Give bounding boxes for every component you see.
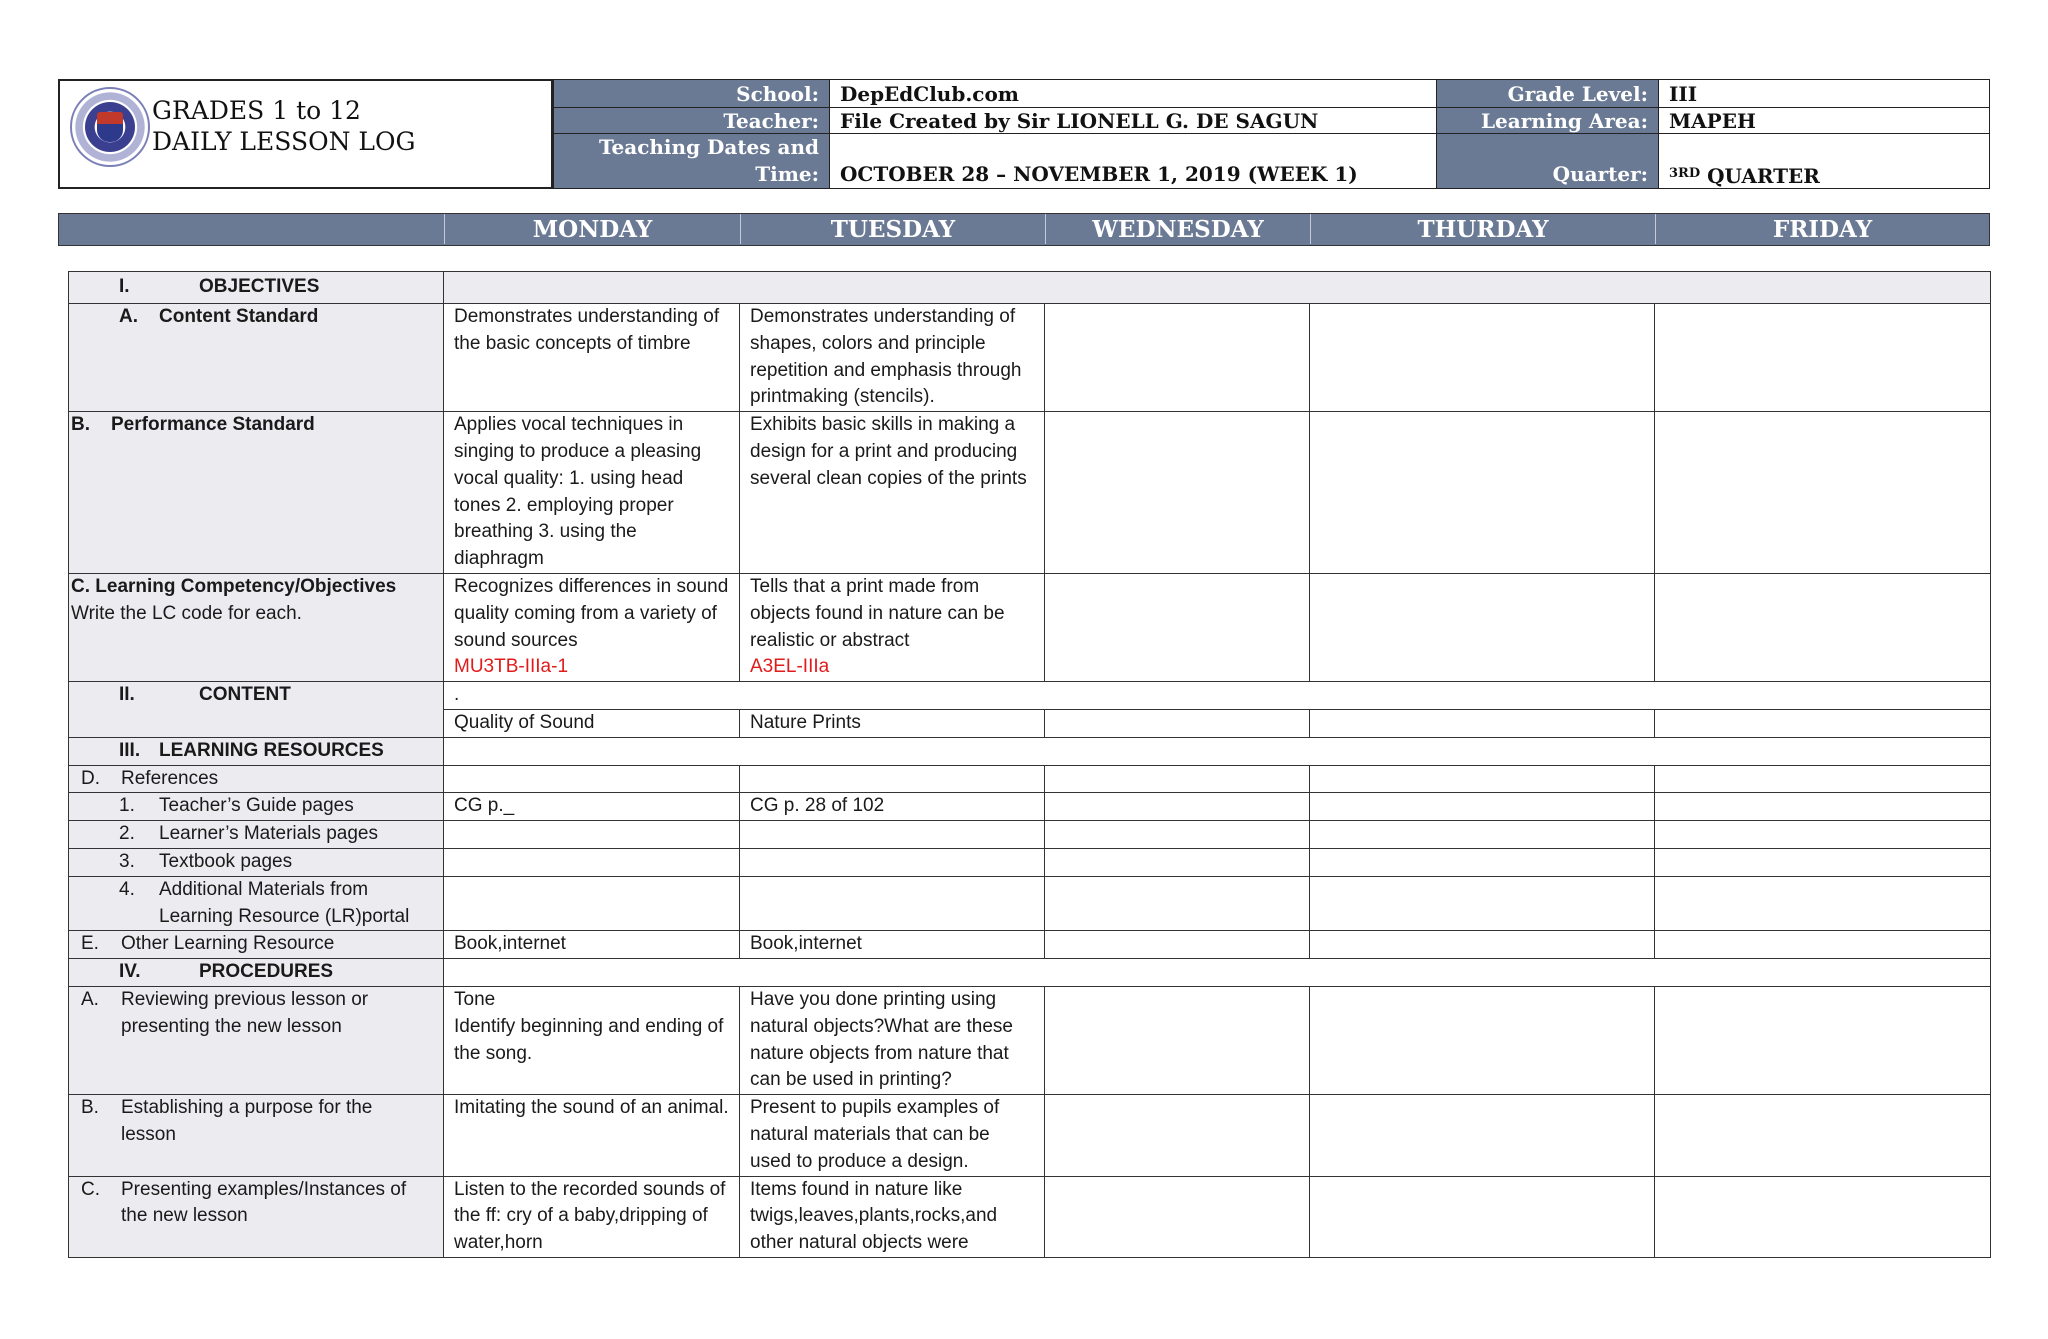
cell-thursday [1310, 709, 1655, 737]
row-num: C. [81, 1178, 100, 1200]
row-label-establishing-purpose [69, 1095, 444, 1176]
section-label: CONTENT [199, 684, 291, 706]
day-monday: MONDAY [444, 214, 740, 244]
lesson-log-table [68, 271, 1991, 1258]
row-label-text-line2: Learning Resource (LR)portal [159, 905, 410, 927]
cell-thursday [1310, 1176, 1655, 1257]
section-resources-span [444, 737, 1991, 765]
section-num: I. [119, 276, 130, 297]
row-label-performance-standard [69, 412, 444, 574]
title-line-2: DAILY LESSON LOG [152, 127, 416, 156]
cell-wednesday [1045, 573, 1310, 681]
row-label-text: Additional Materials from [159, 878, 369, 900]
cell-tuesday: Exhibits basic skills in making a design for a print and producing several clean copies of the prints [740, 412, 1045, 574]
cell-thursday [1310, 573, 1655, 681]
cell-monday [444, 848, 740, 876]
quarter-value-text: QUARTER [1700, 164, 1820, 188]
cell-wednesday [1045, 412, 1310, 574]
cell-monday: Listen to the recorded sounds of the ff: cry of a baby,dripping of water,horn [444, 1176, 740, 1257]
cell-wednesday [1045, 821, 1310, 849]
row-num: A. [81, 988, 99, 1010]
cell-tuesday [740, 821, 1045, 849]
row-num: B. [71, 414, 90, 436]
weekday-header-bar [58, 213, 1990, 246]
cell-monday [444, 876, 740, 931]
row-label-text-line2: presenting the new lesson [121, 1015, 342, 1037]
cell-wednesday [1045, 765, 1310, 793]
document-title [152, 95, 415, 157]
cell-friday [1655, 709, 1991, 737]
row-num: B. [81, 1097, 99, 1119]
cell-monday [444, 821, 740, 849]
teacher-label: Teacher: [553, 107, 830, 134]
table-row [69, 931, 1991, 959]
cell-wednesday [1045, 1095, 1310, 1176]
cell-thursday [1310, 304, 1655, 412]
cell-monday [444, 765, 740, 793]
row-label-text: Other Learning Resource [121, 933, 335, 955]
row-label-text: Teacher’s Guide pages [159, 795, 354, 817]
cell-monday: Applies vocal techniques in singing to produce a pleasing vocal quality: 1. using head tones 2. employing proper breathing 3. using the diaphragm [444, 412, 740, 574]
cell-monday: Demonstrates understanding of the basic concepts of timbre [444, 304, 740, 412]
row-label-learners-materials [69, 821, 444, 849]
row-num: 2. [119, 823, 135, 845]
row-label-text: C. Learning Competency/Objectives [71, 575, 397, 597]
deped-seal-icon [70, 87, 150, 167]
section-content [69, 682, 444, 738]
cell-tuesday: Demonstrates understanding of shapes, colors and principle repetition and emphasis through printmaking (stencils). [740, 304, 1045, 412]
row-label-other-resource [69, 931, 444, 959]
table-row [69, 573, 1991, 681]
cell-friday [1655, 821, 1991, 849]
cell-thursday [1310, 821, 1655, 849]
quarter-value [1658, 133, 1990, 189]
monday-line-2: Identify beginning and ending of the song. [454, 1015, 724, 1064]
cell-thursday [1310, 412, 1655, 574]
cell-wednesday [1045, 931, 1310, 959]
cell-friday [1655, 1095, 1991, 1176]
cell-wednesday [1045, 848, 1310, 876]
row-label-teachers-guide [69, 793, 444, 821]
table-row [69, 876, 1991, 931]
cell-wednesday [1045, 793, 1310, 821]
competency-text: Recognizes differences in sound quality coming from a variety of sound sources [454, 575, 729, 651]
row-num: D. [81, 767, 100, 789]
cell-wednesday [1045, 1176, 1310, 1257]
table-row [69, 848, 1991, 876]
content-dot-cell: . [444, 682, 1991, 710]
row-label-text: Establishing a purpose for the [121, 1097, 373, 1119]
cell-friday [1655, 1176, 1991, 1257]
cell-tuesday: Nature Prints [740, 709, 1045, 737]
cell-wednesday [1045, 876, 1310, 931]
row-label-text: Reviewing previous lesson or [121, 988, 369, 1010]
row-label-text: Presenting examples/Instances of [121, 1178, 407, 1200]
cell-tuesday [740, 765, 1045, 793]
cell-wednesday [1045, 304, 1310, 412]
section-num: IV. [119, 961, 141, 983]
table-row [69, 959, 1991, 987]
day-thursday: THURDAY [1310, 214, 1655, 244]
quarter-label: Quarter: [1436, 133, 1659, 189]
table-row [69, 737, 1991, 765]
section-label: OBJECTIVES [199, 276, 320, 297]
cell-tuesday: Items found in nature like twigs,leaves,plants,rocks,and other natural objects were [740, 1176, 1045, 1257]
cell-monday: CG p._ [444, 793, 740, 821]
grade-level-label: Grade Level: [1436, 79, 1659, 108]
cell-thursday [1310, 986, 1655, 1094]
cell-monday [444, 573, 740, 681]
cell-thursday [1310, 765, 1655, 793]
learning-area-label: Learning Area: [1436, 107, 1659, 134]
cell-friday [1655, 931, 1991, 959]
table-row [69, 412, 1991, 574]
cell-tuesday [740, 876, 1045, 931]
quarter-value-ordinal: 3RD [1669, 166, 1701, 181]
row-label-learning-competency [69, 573, 444, 681]
row-num: 4. [119, 878, 135, 900]
cell-friday [1655, 986, 1991, 1094]
lc-code: A3EL-IIIa [750, 656, 830, 678]
row-num: 3. [119, 850, 135, 872]
teaching-dates-value: OCTOBER 28 – NOVEMBER 1, 2019 (WEEK 1) [829, 133, 1437, 189]
row-label-reviewing [69, 986, 444, 1094]
cell-monday: Book,internet [444, 931, 740, 959]
cell-thursday [1310, 931, 1655, 959]
section-procedures [69, 959, 444, 987]
row-label-presenting-examples [69, 1176, 444, 1257]
cell-wednesday [1045, 709, 1310, 737]
school-value: DepEdClub.com [829, 79, 1437, 108]
section-num: III. [119, 739, 141, 761]
section-label: LEARNING RESOURCES [159, 739, 384, 761]
row-label-content-standard [69, 304, 444, 412]
row-label-references [69, 765, 444, 793]
cell-friday [1655, 765, 1991, 793]
table-row [69, 1095, 1991, 1176]
cell-tuesday [740, 573, 1045, 681]
row-label-subtext: Write the LC code for each. [71, 602, 302, 624]
cell-thursday [1310, 876, 1655, 931]
school-label: School: [553, 79, 830, 108]
cell-friday [1655, 304, 1991, 412]
teaching-dates-label-line1: Teaching Dates and [598, 135, 819, 159]
row-label-text-line2: lesson [121, 1123, 176, 1145]
table-row [69, 986, 1991, 1094]
cell-friday [1655, 573, 1991, 681]
cell-tuesday: Book,internet [740, 931, 1045, 959]
row-label-text-line2: the new lesson [121, 1205, 248, 1227]
section-objectives-span [444, 272, 1991, 304]
section-num: II. [119, 684, 135, 706]
table-row [69, 765, 1991, 793]
table-row [69, 821, 1991, 849]
competency-text: Tells that a print made from objects found in nature can be realistic or abstract [750, 575, 1005, 651]
teaching-dates-label [553, 133, 830, 189]
day-tuesday: TUESDAY [740, 214, 1045, 244]
cell-friday [1655, 412, 1991, 574]
row-label-text: References [121, 767, 219, 789]
row-label-textbook [69, 848, 444, 876]
table-row [69, 304, 1991, 412]
cell-tuesday [740, 848, 1045, 876]
cell-tuesday: Present to pupils examples of natural materials that can be used to produce a design. [740, 1095, 1045, 1176]
cell-thursday [1310, 793, 1655, 821]
table-row [69, 1176, 1991, 1257]
cell-thursday [1310, 848, 1655, 876]
title-block [58, 79, 553, 189]
day-friday: FRIDAY [1655, 214, 1989, 244]
table-row [69, 682, 1991, 710]
section-procedures-span [444, 959, 1991, 987]
cell-thursday [1310, 1095, 1655, 1176]
teaching-dates-label-line2: Time: [755, 162, 819, 186]
cell-monday [444, 986, 740, 1094]
row-label-text: Textbook pages [159, 850, 293, 872]
row-label-additional-materials [69, 876, 444, 931]
lc-code: MU3TB-IIIa-1 [454, 656, 569, 678]
table-row [69, 272, 1991, 304]
section-learning-resources [69, 737, 444, 765]
cell-friday [1655, 848, 1991, 876]
cell-wednesday [1045, 986, 1310, 1094]
row-label-text: Content Standard [159, 306, 319, 327]
cell-tuesday: CG p. 28 of 102 [740, 793, 1045, 821]
cell-friday [1655, 793, 1991, 821]
row-label-text: Learner’s Materials pages [159, 823, 378, 845]
row-num: E. [81, 933, 99, 955]
row-num: 1. [119, 795, 135, 817]
cell-monday: Imitating the sound of an animal. [444, 1095, 740, 1176]
cell-friday [1655, 876, 1991, 931]
cell-tuesday: Have you done printing using natural objects?What are these nature objects from nature that can be used in printing? [740, 986, 1045, 1094]
table-row [69, 793, 1991, 821]
row-num: A. [119, 306, 138, 327]
section-label: PROCEDURES [199, 961, 334, 983]
title-line-1: GRADES 1 to 12 [152, 96, 361, 125]
section-objectives [69, 272, 444, 304]
day-wednesday: WEDNESDAY [1045, 214, 1310, 244]
row-label-text: Performance Standard [111, 414, 315, 436]
header-info-grid [553, 79, 1990, 189]
learning-area-value: MAPEH [1658, 107, 1990, 134]
monday-line-1: Tone [454, 988, 496, 1010]
grade-level-value: III [1658, 79, 1990, 108]
cell-monday: Quality of Sound [444, 709, 740, 737]
teacher-value: File Created by Sir LIONELL G. DE SAGUN [829, 107, 1437, 134]
